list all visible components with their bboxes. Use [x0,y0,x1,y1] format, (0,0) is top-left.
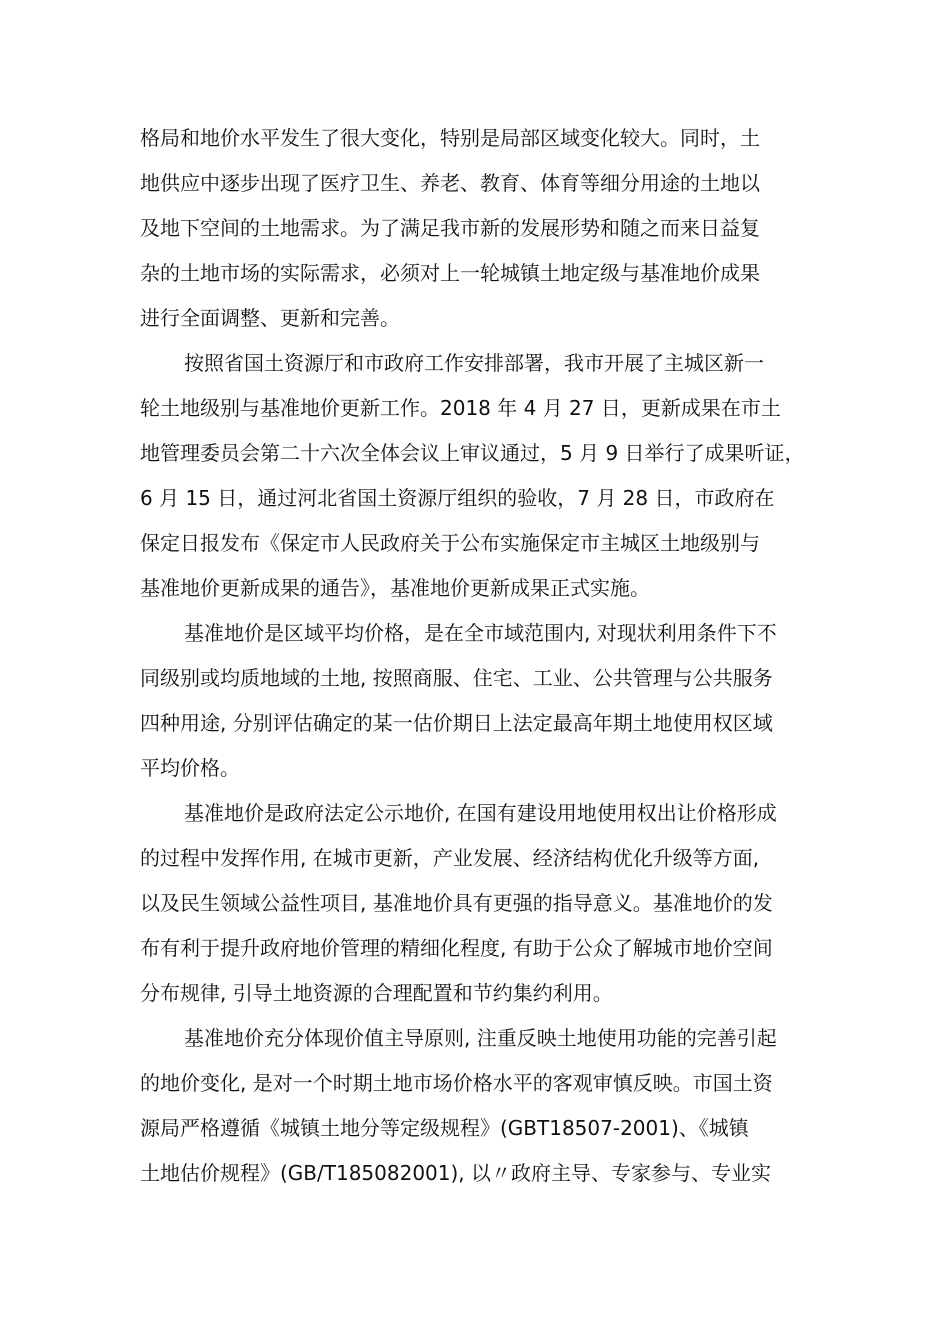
text-line: 基准地价充分体现价值主导原则, 注重反映土地使用功能的完善引起 [184,1026,777,1050]
text-line: 土地估价规程》(GB/T185082001), 以〃政府主导、专家参与、专业实 [140,1161,772,1185]
text-line: 以及民生领域公益性项目, 基准地价具有更强的指导意义。基准地价的发 [140,891,773,915]
text-line: 的过程中发挥作用, 在城市更新，产业发展、经济结构优化升级等方面, [140,846,760,870]
text-line: 地供应中逐步出现了医疗卫生、养老、教育、体育等细分用途的土地以 [140,171,760,195]
text-line: 基准地价是区域平均价格，是在全市域范围内, 对现状利用条件下不 [184,621,777,645]
text-line: 按照省国土资源厅和市政府工作安排部署，我市开展了主城区新一 [184,351,764,375]
text-line: 地管理委员会第二十六次全体会议上审议通过，5 月 9 日举行了成果听证， [140,441,805,465]
text-line: 6 月 15 日，通过河北省国土资源厅组织的验收，7 月 28 日，市政府在 [140,486,775,510]
paragraph-5 [140,1016,830,1196]
text-line: 的地价变化, 是对一个时期土地市场价格水平的客观审慎反映。市国土资 [140,1071,773,1095]
text-line: 平均价格。 [140,756,240,780]
paragraph-1 [140,116,830,341]
text-line: 杂的土地市场的实际需求，必须对上一轮城镇土地定级与基准地价成果 [140,261,760,285]
paragraph-4 [140,791,830,1016]
text-line: 基准地价是政府法定公示地价, 在国有建设用地使用权出让价格形成 [184,801,777,825]
text-line: 布有利于提升政府地价管理的精细化程度, 有助于公众了解城市地价空间 [140,936,773,960]
document-body [140,116,830,1196]
text-line: 源局严格遵循《城镇土地分等定级规程》(GBT18507-2001)、《城镇 [140,1116,749,1140]
text-line: 轮土地级别与基准地价更新工作。2018 年 4 月 27 日，更新成果在市土 [140,396,781,420]
text-line: 四种用途, 分别评估确定的某一估价期日上法定最高年期土地使用权区域 [140,711,773,735]
text-line: 格局和地价水平发生了很大变化，特别是局部区域变化较大。同时，土 [140,126,760,150]
text-line: 保定日报发布《保定市人民政府关于公布实施保定市主城区土地级别与 [140,531,760,555]
paragraph-3 [140,611,830,791]
paragraph-2 [140,341,830,611]
text-line: 进行全面调整、更新和完善。 [140,306,400,330]
text-line: 及地下空间的土地需求。为了满足我市新的发展形势和随之而来日益复 [140,216,760,240]
text-line: 同级别或均质地域的土地, 按照商服、住宅、工业、公共管理与公共服务 [140,666,773,690]
text-line: 分布规律, 引导土地资源的合理配置和节约集约利用。 [140,981,613,1005]
text-line: 基准地价更新成果的通告》，基准地价更新成果正式实施。 [140,576,650,600]
